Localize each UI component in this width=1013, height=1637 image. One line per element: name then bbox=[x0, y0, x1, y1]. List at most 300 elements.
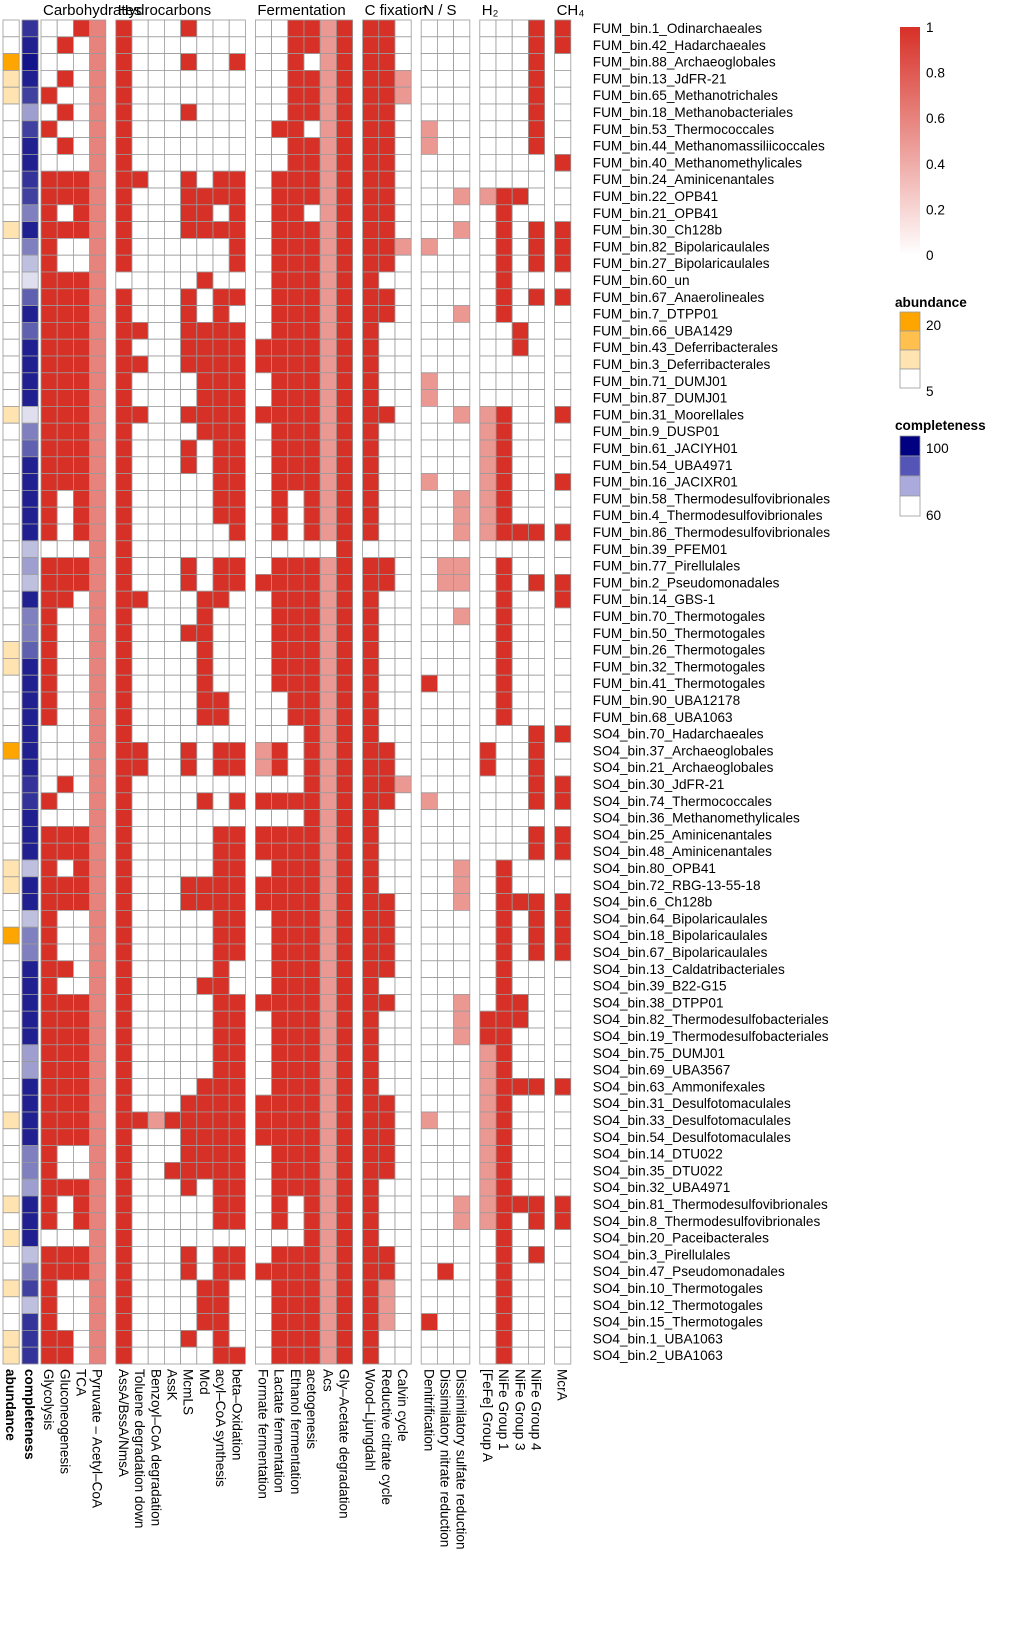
heatmap-cell bbox=[255, 171, 271, 188]
completeness-legend-swatch bbox=[900, 436, 920, 456]
heatmap-cell bbox=[336, 490, 352, 507]
heatmap-cell bbox=[213, 1280, 229, 1297]
heatmap-cell bbox=[57, 1045, 73, 1062]
abundance-cell bbox=[3, 474, 19, 491]
heatmap-cell bbox=[57, 793, 73, 810]
heatmap-cell bbox=[197, 541, 213, 558]
heatmap-cell bbox=[229, 87, 245, 104]
heatmap-cell bbox=[395, 457, 411, 474]
heatmap-cell bbox=[197, 675, 213, 692]
heatmap-cell bbox=[116, 675, 132, 692]
heatmap-cell bbox=[255, 625, 271, 642]
heatmap-cell bbox=[73, 457, 89, 474]
heatmap-cell bbox=[437, 1095, 453, 1112]
heatmap-cell bbox=[272, 490, 288, 507]
heatmap-cell bbox=[512, 944, 528, 961]
heatmap-cell bbox=[164, 1213, 180, 1230]
heatmap-cell bbox=[41, 961, 57, 978]
abundance-cell bbox=[3, 255, 19, 272]
heatmap-cell bbox=[73, 927, 89, 944]
heatmap-cell bbox=[320, 1263, 336, 1280]
heatmap-cell bbox=[320, 238, 336, 255]
heatmap-cell bbox=[255, 1330, 271, 1347]
heatmap-cell bbox=[454, 726, 470, 743]
heatmap-cell bbox=[421, 742, 437, 759]
heatmap-cell bbox=[272, 507, 288, 524]
heatmap-cell bbox=[164, 322, 180, 339]
heatmap-cell bbox=[132, 642, 148, 659]
heatmap-cell bbox=[181, 994, 197, 1011]
heatmap-cell bbox=[90, 944, 106, 961]
heatmap-cell bbox=[116, 927, 132, 944]
heatmap-cell bbox=[197, 1146, 213, 1163]
heatmap-cell bbox=[229, 104, 245, 121]
heatmap-cell bbox=[336, 1196, 352, 1213]
abundance-cell bbox=[3, 658, 19, 675]
heatmap-cell bbox=[229, 1213, 245, 1230]
heatmap-cell bbox=[116, 608, 132, 625]
heatmap-cell bbox=[213, 558, 229, 575]
heatmap-cell bbox=[555, 390, 571, 407]
heatmap-cell bbox=[213, 726, 229, 743]
heatmap-cell bbox=[90, 1347, 106, 1364]
heatmap-cell bbox=[57, 490, 73, 507]
heatmap-cell bbox=[41, 625, 57, 642]
heatmap-cell bbox=[229, 138, 245, 155]
heatmap-cell bbox=[379, 1263, 395, 1280]
heatmap-cell bbox=[148, 978, 164, 995]
heatmap-cell bbox=[555, 457, 571, 474]
heatmap-cell bbox=[57, 776, 73, 793]
heatmap-cell bbox=[528, 1246, 544, 1263]
heatmap-cell bbox=[512, 104, 528, 121]
heatmap-cell bbox=[57, 440, 73, 457]
heatmap-cell bbox=[73, 171, 89, 188]
heatmap-cell bbox=[480, 87, 496, 104]
heatmap-cell bbox=[421, 1062, 437, 1079]
row-label: SO4_bin.32_UBA4971 bbox=[592, 1180, 731, 1196]
heatmap-cell bbox=[395, 138, 411, 155]
heatmap-cell bbox=[437, 507, 453, 524]
heatmap-cell bbox=[73, 692, 89, 709]
heatmap-cell bbox=[57, 1146, 73, 1163]
heatmap-cell bbox=[395, 87, 411, 104]
heatmap-cell bbox=[336, 574, 352, 591]
heatmap-cell bbox=[437, 222, 453, 239]
completeness-cell bbox=[22, 726, 38, 743]
heatmap-cell bbox=[229, 810, 245, 827]
abundance-cell bbox=[3, 1078, 19, 1095]
heatmap-cell bbox=[255, 591, 271, 608]
abundance-cell bbox=[3, 1179, 19, 1196]
heatmap-cell bbox=[164, 927, 180, 944]
heatmap-cell bbox=[164, 1095, 180, 1112]
heatmap-cell bbox=[336, 188, 352, 205]
heatmap-cell bbox=[421, 1045, 437, 1062]
heatmap-cell bbox=[164, 944, 180, 961]
heatmap-cell bbox=[181, 390, 197, 407]
heatmap-cell bbox=[181, 1196, 197, 1213]
heatmap-cell bbox=[454, 961, 470, 978]
heatmap-cell bbox=[336, 1078, 352, 1095]
heatmap-cell bbox=[363, 1078, 379, 1095]
heatmap-cell bbox=[528, 1062, 544, 1079]
heatmap-cell bbox=[57, 20, 73, 37]
abundance-cell bbox=[3, 776, 19, 793]
row-label: SO4_bin.3_Pirellulales bbox=[592, 1247, 731, 1263]
heatmap-cell bbox=[229, 910, 245, 927]
heatmap-cell bbox=[528, 306, 544, 323]
heatmap-cell bbox=[304, 1078, 320, 1095]
heatmap-cell bbox=[197, 339, 213, 356]
row-label: SO4_bin.33_Desulfotomaculales bbox=[592, 1113, 791, 1128]
heatmap-cell bbox=[148, 339, 164, 356]
heatmap-cell bbox=[90, 70, 106, 87]
heatmap-cell bbox=[512, 272, 528, 289]
heatmap-cell bbox=[213, 356, 229, 373]
heatmap-cell bbox=[116, 574, 132, 591]
heatmap-cell bbox=[288, 625, 304, 642]
heatmap-cell bbox=[555, 87, 571, 104]
heatmap-cell bbox=[528, 423, 544, 440]
heatmap-cell bbox=[421, 1347, 437, 1364]
heatmap-cell bbox=[197, 406, 213, 423]
heatmap-cell bbox=[229, 1314, 245, 1331]
heatmap-cell bbox=[213, 205, 229, 222]
heatmap-cell bbox=[272, 944, 288, 961]
heatmap-cell bbox=[454, 70, 470, 87]
heatmap-cell bbox=[164, 255, 180, 272]
heatmap-cell bbox=[255, 910, 271, 927]
heatmap-cell bbox=[304, 423, 320, 440]
heatmap-cell bbox=[288, 423, 304, 440]
heatmap-cell bbox=[288, 20, 304, 37]
heatmap-cell bbox=[132, 994, 148, 1011]
heatmap-cell bbox=[57, 726, 73, 743]
heatmap-cell bbox=[41, 1179, 57, 1196]
abundance-cell bbox=[3, 507, 19, 524]
heatmap-cell bbox=[181, 104, 197, 121]
heatmap-cell bbox=[437, 255, 453, 272]
heatmap-cell bbox=[395, 205, 411, 222]
heatmap-cell bbox=[395, 322, 411, 339]
heatmap-cell bbox=[272, 154, 288, 171]
heatmap-cell bbox=[41, 490, 57, 507]
heatmap-cell bbox=[164, 54, 180, 71]
completeness-cell bbox=[22, 490, 38, 507]
heatmap-cell bbox=[164, 104, 180, 121]
heatmap-cell bbox=[336, 255, 352, 272]
heatmap-cell bbox=[555, 138, 571, 155]
heatmap-cell bbox=[512, 759, 528, 776]
heatmap-cell bbox=[181, 121, 197, 138]
heatmap-cell bbox=[116, 406, 132, 423]
completeness-cell bbox=[22, 759, 38, 776]
abundance-cell bbox=[3, 1230, 19, 1247]
heatmap-cell bbox=[116, 558, 132, 575]
heatmap-cell bbox=[496, 238, 512, 255]
heatmap-cell bbox=[421, 205, 437, 222]
heatmap-cell bbox=[73, 1196, 89, 1213]
heatmap-cell bbox=[148, 20, 164, 37]
heatmap-cell bbox=[288, 860, 304, 877]
heatmap-cell bbox=[336, 810, 352, 827]
row-label: SO4_bin.82_Thermodesulfobacteriales bbox=[592, 1012, 829, 1028]
heatmap-cell bbox=[57, 1297, 73, 1314]
heatmap-cell bbox=[480, 541, 496, 558]
heatmap-cell bbox=[454, 87, 470, 104]
heatmap-cell bbox=[116, 457, 132, 474]
heatmap-cell bbox=[454, 373, 470, 390]
heatmap-cell bbox=[528, 894, 544, 911]
heatmap-cell bbox=[164, 675, 180, 692]
heatmap-cell bbox=[304, 1146, 320, 1163]
heatmap-cell bbox=[213, 961, 229, 978]
heatmap-cell bbox=[555, 726, 571, 743]
heatmap-cell bbox=[496, 423, 512, 440]
heatmap-cell bbox=[512, 642, 528, 659]
heatmap-cell bbox=[496, 1028, 512, 1045]
heatmap-cell bbox=[148, 793, 164, 810]
row-label: FUM_bin.27_Bipolaricaulales bbox=[592, 256, 770, 272]
heatmap-cell bbox=[57, 1230, 73, 1247]
heatmap-cell bbox=[272, 37, 288, 54]
heatmap-cell bbox=[496, 944, 512, 961]
heatmap-cell bbox=[320, 440, 336, 457]
heatmap-cell bbox=[395, 843, 411, 860]
abundance-cell bbox=[3, 154, 19, 171]
heatmap-cell bbox=[255, 927, 271, 944]
heatmap-cell bbox=[363, 1314, 379, 1331]
heatmap-cell bbox=[480, 356, 496, 373]
row-label: SO4_bin.70_Hadarchaeales bbox=[592, 726, 764, 742]
completeness-cell bbox=[22, 961, 38, 978]
heatmap-cell bbox=[288, 524, 304, 541]
heatmap-cell bbox=[304, 608, 320, 625]
heatmap-cell bbox=[496, 692, 512, 709]
heatmap-cell bbox=[90, 1314, 106, 1331]
heatmap-cell bbox=[272, 642, 288, 659]
heatmap-cell bbox=[421, 87, 437, 104]
heatmap-cell bbox=[528, 978, 544, 995]
heatmap-cell bbox=[164, 608, 180, 625]
abundance-cell bbox=[3, 1347, 19, 1364]
heatmap-cell bbox=[512, 255, 528, 272]
heatmap-cell bbox=[116, 709, 132, 726]
heatmap-cell bbox=[528, 1095, 544, 1112]
heatmap-cell bbox=[229, 826, 245, 843]
heatmap-cell bbox=[197, 1179, 213, 1196]
heatmap-cell bbox=[421, 826, 437, 843]
heatmap-cell bbox=[320, 558, 336, 575]
heatmap-cell bbox=[197, 474, 213, 491]
heatmap-cell bbox=[379, 339, 395, 356]
heatmap-cell bbox=[229, 877, 245, 894]
heatmap-cell bbox=[213, 994, 229, 1011]
heatmap-cell bbox=[437, 759, 453, 776]
heatmap-cell bbox=[304, 1112, 320, 1129]
heatmap-cell bbox=[496, 877, 512, 894]
heatmap-cell bbox=[454, 1280, 470, 1297]
heatmap-cell bbox=[363, 474, 379, 491]
heatmap-cell bbox=[41, 339, 57, 356]
heatmap-cell bbox=[363, 1095, 379, 1112]
completeness-cell bbox=[22, 1162, 38, 1179]
heatmap-cell bbox=[90, 507, 106, 524]
completeness-cell bbox=[22, 927, 38, 944]
heatmap-cell bbox=[304, 591, 320, 608]
heatmap-cell bbox=[229, 171, 245, 188]
heatmap-cell bbox=[288, 205, 304, 222]
heatmap-cell bbox=[197, 171, 213, 188]
heatmap-cell bbox=[512, 70, 528, 87]
heatmap-cell bbox=[528, 373, 544, 390]
heatmap-cell bbox=[288, 238, 304, 255]
heatmap-cell bbox=[90, 322, 106, 339]
heatmap-cell bbox=[320, 1129, 336, 1146]
heatmap-cell bbox=[421, 1213, 437, 1230]
heatmap-cell bbox=[421, 1230, 437, 1247]
heatmap-cell bbox=[213, 1246, 229, 1263]
completeness-legend-tick: 100 bbox=[926, 441, 949, 456]
heatmap-cell bbox=[90, 205, 106, 222]
heatmap-cell bbox=[90, 793, 106, 810]
completeness-cell bbox=[22, 1045, 38, 1062]
heatmap-cell bbox=[480, 322, 496, 339]
heatmap-cell bbox=[421, 726, 437, 743]
heatmap-cell bbox=[213, 1078, 229, 1095]
heatmap-cell bbox=[454, 339, 470, 356]
heatmap-cell bbox=[336, 37, 352, 54]
heatmap-cell bbox=[379, 658, 395, 675]
heatmap-cell bbox=[41, 474, 57, 491]
heatmap-cell bbox=[288, 709, 304, 726]
heatmap-cell bbox=[116, 104, 132, 121]
heatmap-cell bbox=[148, 457, 164, 474]
heatmap-cell bbox=[320, 524, 336, 541]
heatmap-cell bbox=[255, 474, 271, 491]
heatmap-cell bbox=[181, 1129, 197, 1146]
heatmap-cell bbox=[395, 37, 411, 54]
heatmap-cell bbox=[181, 1162, 197, 1179]
heatmap-cell bbox=[512, 1078, 528, 1095]
completeness-cell bbox=[22, 608, 38, 625]
heatmap-cell bbox=[272, 726, 288, 743]
heatmap-cell bbox=[229, 1263, 245, 1280]
heatmap-cell bbox=[181, 20, 197, 37]
heatmap-cell bbox=[57, 507, 73, 524]
completeness-cell bbox=[22, 289, 38, 306]
heatmap-cell bbox=[41, 1129, 57, 1146]
heatmap-cell bbox=[379, 927, 395, 944]
heatmap-cell bbox=[395, 1162, 411, 1179]
heatmap-cell bbox=[336, 742, 352, 759]
heatmap-cell bbox=[41, 1028, 57, 1045]
heatmap-cell bbox=[90, 1011, 106, 1028]
heatmap-cell bbox=[197, 1263, 213, 1280]
heatmap-cell bbox=[496, 306, 512, 323]
heatmap-cell bbox=[116, 121, 132, 138]
heatmap-cell bbox=[304, 541, 320, 558]
abundance-cell bbox=[3, 1028, 19, 1045]
heatmap-cell bbox=[512, 138, 528, 155]
heatmap-cell bbox=[496, 1146, 512, 1163]
heatmap-cell bbox=[395, 272, 411, 289]
heatmap-cell bbox=[272, 138, 288, 155]
heatmap-cell bbox=[164, 1045, 180, 1062]
heatmap-cell bbox=[304, 1062, 320, 1079]
heatmap-cell bbox=[272, 1263, 288, 1280]
heatmap-cell bbox=[304, 860, 320, 877]
heatmap-cell bbox=[73, 1146, 89, 1163]
heatmap-cell bbox=[164, 776, 180, 793]
abundance-cell bbox=[3, 944, 19, 961]
completeness-cell bbox=[22, 994, 38, 1011]
heatmap-cell bbox=[90, 776, 106, 793]
heatmap-cell bbox=[480, 272, 496, 289]
heatmap-cell bbox=[288, 339, 304, 356]
heatmap-cell bbox=[229, 222, 245, 239]
heatmap-cell bbox=[41, 558, 57, 575]
completeness-cell bbox=[22, 1146, 38, 1163]
heatmap-cell bbox=[320, 1028, 336, 1045]
heatmap-cell bbox=[164, 742, 180, 759]
heatmap-cell bbox=[116, 154, 132, 171]
heatmap-cell bbox=[213, 759, 229, 776]
heatmap-cell bbox=[255, 843, 271, 860]
heatmap-cell bbox=[132, 742, 148, 759]
heatmap-cell bbox=[90, 1230, 106, 1247]
heatmap-cell bbox=[132, 356, 148, 373]
heatmap-cell bbox=[272, 390, 288, 407]
completeness-cell bbox=[22, 70, 38, 87]
heatmap-cell bbox=[421, 188, 437, 205]
heatmap-cell bbox=[421, 978, 437, 995]
heatmap-cell bbox=[496, 759, 512, 776]
heatmap-cell bbox=[528, 793, 544, 810]
heatmap-cell bbox=[379, 877, 395, 894]
heatmap-cell bbox=[73, 1129, 89, 1146]
heatmap-cell bbox=[197, 1314, 213, 1331]
heatmap-cell bbox=[255, 524, 271, 541]
heatmap-cell bbox=[395, 121, 411, 138]
heatmap-cell bbox=[363, 910, 379, 927]
heatmap-cell bbox=[336, 54, 352, 71]
heatmap-cell bbox=[148, 1213, 164, 1230]
heatmap-cell bbox=[255, 692, 271, 709]
heatmap-cell bbox=[555, 104, 571, 121]
heatmap-cell bbox=[320, 978, 336, 995]
heatmap-cell bbox=[164, 810, 180, 827]
heatmap-cell bbox=[255, 810, 271, 827]
heatmap-cell bbox=[379, 1314, 395, 1331]
heatmap-cell bbox=[229, 457, 245, 474]
column-label: Formate fermentation bbox=[255, 1369, 271, 1499]
column-label: Dissimilatory sulfate reduction bbox=[453, 1369, 469, 1550]
heatmap-cell bbox=[437, 356, 453, 373]
heatmap-cell bbox=[480, 1297, 496, 1314]
heatmap-cell bbox=[288, 54, 304, 71]
heatmap-cell bbox=[213, 793, 229, 810]
heatmap-cell bbox=[437, 877, 453, 894]
heatmap-cell bbox=[73, 910, 89, 927]
heatmap-cell bbox=[255, 1347, 271, 1364]
heatmap-cell bbox=[197, 927, 213, 944]
abundance-cell bbox=[3, 894, 19, 911]
heatmap-cell bbox=[181, 37, 197, 54]
heatmap-cell bbox=[90, 1095, 106, 1112]
heatmap-cell bbox=[90, 171, 106, 188]
